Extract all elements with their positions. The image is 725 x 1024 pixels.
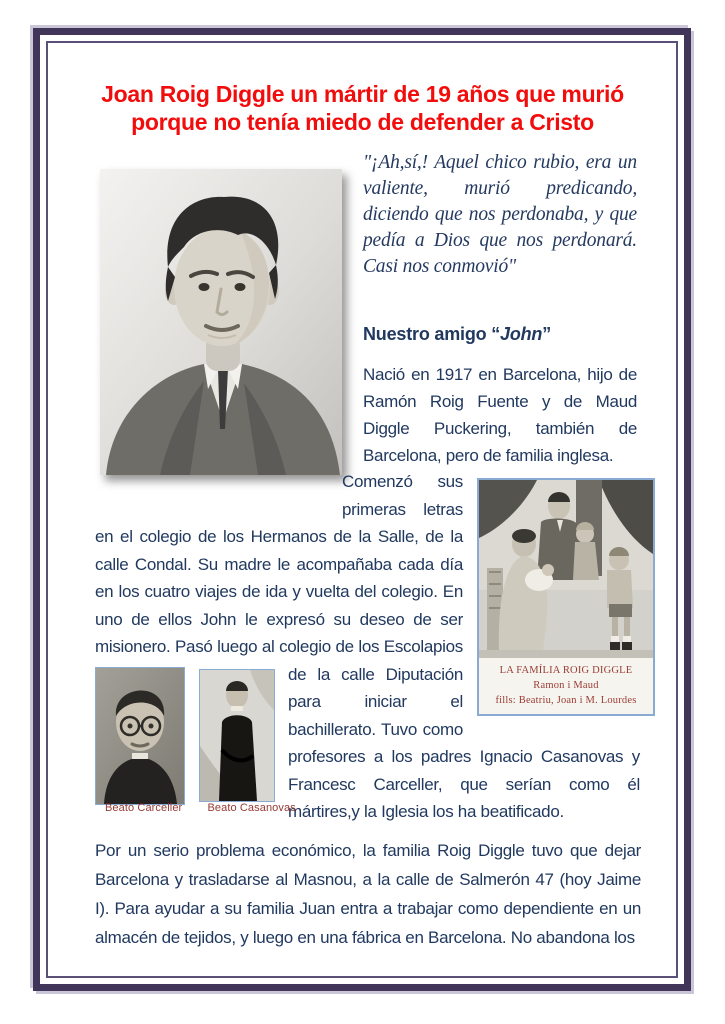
section-heading <box>363 322 551 346</box>
family-photo-caption <box>479 658 653 714</box>
family-photo-frame <box>477 478 655 716</box>
section-heading-prefix: Nuestro amigo “ <box>363 324 501 344</box>
joan-portrait-photo <box>100 169 342 475</box>
article-title-line2: porque no tenía miedo de defender a Cristo <box>131 109 594 135</box>
school-paragraph-part2: Diputación para iniciar el bachillerato. Tuvo como profesores a los padres Ignacio Casanovas y Francesc Carceller, que serían como él mártires,y la Iglesia los ha beatificado. <box>288 664 640 821</box>
family-photo <box>479 480 653 658</box>
opening-quote: "¡Ah,sí,! Aquel chico rubio, era un valiente, murió predicando, diciendo que nos perdonaba, y que pedía a Dios que nos perdonará. Casi nos conmovió" <box>363 152 637 277</box>
caption-beato-casanovas: Beato Casanovas <box>207 802 296 814</box>
section-heading-name: John <box>500 324 543 344</box>
article-title <box>55 80 670 136</box>
school-paragraph <box>95 468 640 826</box>
casanovas-photo <box>199 669 275 802</box>
priest-captions <box>105 802 318 814</box>
article-title-line1: Joan Roig Diggle un mártir de 19 años que murió <box>101 81 624 107</box>
priest-photos-figure <box>95 667 276 809</box>
school-paragraph-part1: Comenzó sus primeras letras en el colegio de los Hermanos de la Salle, de la calle Condal. Su madre le acompañaba cada día en los cuatro viajes de ida y vuelta del colegio. En uno de ellos John le expresó su deseo de ser misionero. Pasó luego al colegio de los Escolapios de la calle <box>95 472 463 684</box>
portrait-wrap-spacer <box>95 468 342 521</box>
caption-beato-carceller: Beato Carceller <box>105 802 183 814</box>
family-caption-line3: fills: Beatriu, Joan i M. Lourdes <box>495 695 637 706</box>
section-heading-suffix: ” <box>542 324 552 344</box>
family-caption-line1: LA FAMÍLIA ROIG DIGGLE <box>499 665 633 676</box>
family-caption-line2: Ramon i Maud <box>533 680 599 691</box>
carceller-photo <box>95 667 185 805</box>
family-photo-figure <box>463 468 640 727</box>
birth-paragraph: Nació en 1917 en Barcelona, hijo de Ramón Roig Fuente y de Maud Diggle Puckering, también de Barcelona, pero de familia inglesa. <box>363 365 637 465</box>
closing-paragraph: Por un serio problema económico, la familia Roig Diggle tuvo que dejar Barcelona y trasladarse al Masnou, a la calle de Salmerón 47 (hoy Jaime I). Para ayudar a su familia Juan entra a trabajar como dependiente en un almacén de tejidos, y luego en una fábrica en Barcelona. No abandona los <box>95 841 641 947</box>
joan-portrait-illustration <box>100 169 342 475</box>
